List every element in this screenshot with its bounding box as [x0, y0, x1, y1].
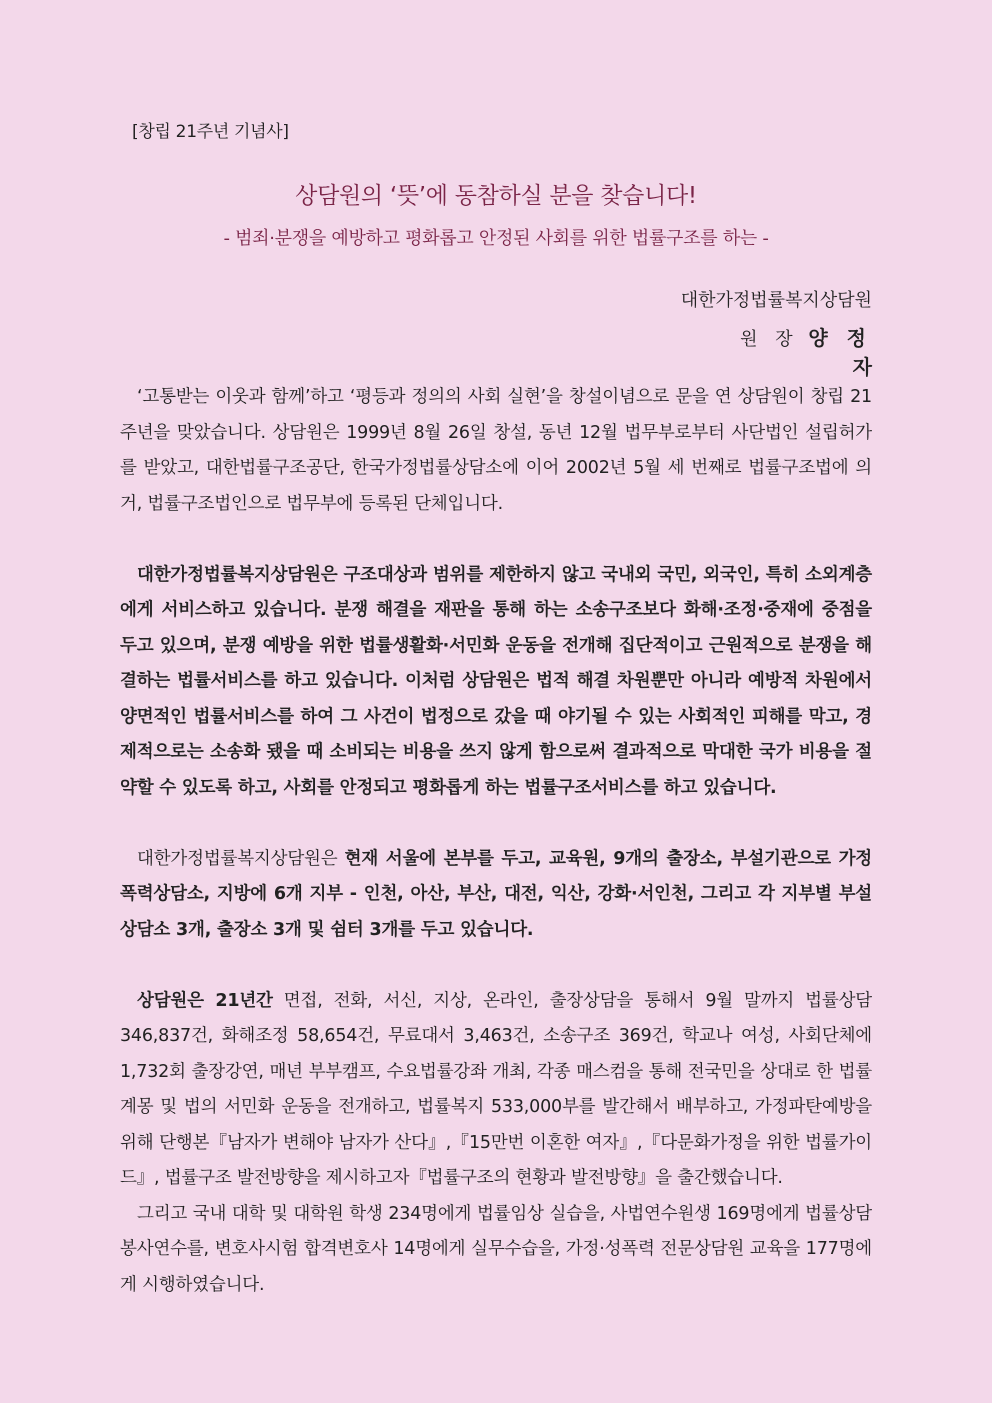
paragraph-3-bold: 현재 서울에 본부를 두고, 교육원, 9개의 출장소, 부설기관으로 가정폭력상담소, 지방에 6개 지부 - 인천, 아산, 부산, 대전, 익산, 강화·서인천, 그리고 각 지부별 부설 상담소 3개, 출장소 3개 및 쉼터 3개를 두고 있습니다.: [120, 848, 873, 940]
header-tag: [창립 21주년 기념사]: [132, 122, 289, 142]
paragraph-2: 대한가정법률복지상담원은 구조대상과 범위를 제한하지 않고 국내외 국민, 외국인, 특히 소외계층에게 서비스하고 있습니다. 분쟁 해결을 재판을 통해 하는 소송구조보다 화해·조정·중재에 중점을 두고 있으며, 분쟁 예방을 위한 법률생활화·서민화 운동을 전개해 집단적이고 근원적으로 분쟁을 해결하는 법률서비스를 하고 있습니다. 이처럼 상담원은 법적 해결 차원뿐만 아니라 예방적 차원에서 양면적인 법률서비스를 하여 그 사건이 법정으로 갔을 때 야기될 수 있는 사회적인 피해를 막고, 경제적으로는 소송화 됐을 때 소비되는 비용을 쓰지 않게 함으로써 결과적으로 막대한 국가 비용을 절약할 수 있도록 하고, 사회를 안정되고 평화롭게 하는 법률구조서비스를 하고 있습니다.: [120, 564, 872, 798]
paragraph-4-bold: 상담원은 21년간: [137, 990, 273, 1011]
page-subtitle: - 범죄·분쟁을 예방하고 평화롭고 안정된 사회를 위한 법률구조를 하는 -: [223, 228, 769, 249]
signature-role: 원 장: [740, 329, 799, 350]
signature-director: [708, 322, 878, 380]
signature-organization: 대한가정법률복지상담원: [680, 290, 872, 311]
paragraph-3-start: 대한가정법률복지상담원은: [137, 848, 345, 869]
signature-name: 양 정 자: [808, 326, 878, 379]
paragraph-1: ‘고통받는 이웃과 함께’하고 ‘평등과 정의의 사회 실현’을 창설이념으로 문을 연 상담원이 창립 21주년을 맞았습니다. 상담원은 1999년 8월 26일 창설, 동년 12월 법무부로부터 사단법인 설립허가를 받았고, 대한법률구조공단, 한국가정법률상담소에 이어 2002년 5월 세 번째로 법률구조법에 의거, 법률구조법인으로 법무부에 등록된 단체입니다.: [120, 387, 872, 514]
paragraph-3: [120, 842, 872, 949]
page-title: 상담원의 ‘뜻’에 동참하실 분을 찾습니다!: [295, 183, 697, 209]
paragraph-4-rest: 면접, 전화, 서신, 지상, 온라인, 출장상담을 통해서 9월 말까지 법률상담 346,837건, 화해조정 58,654건, 무료대서 3,463건, 소송구조 369건, 학교나 여성, 사회단체에 1,732회 출장강연, 매년 부부캠프, 수요법률강좌 개최, 각종 매스컴을 통해 전국민을 상대로 한 법률계몽 및 법의 서민화 운동을 전개하고, 법률복지 533,000부를 발간해서 배부하고, 가정파탄예방을 위해 단행본『남자가 변해야 남자가 산다』,『15만번 이혼한 여자』,『다문화가정을 위한 법률가이드』, 법률구조 발전방향을 제시하고자『법률구조의 현황과 발전방향』을 출간했습니다.: [120, 990, 872, 1188]
paragraph-4: [120, 984, 872, 1197]
paragraph-5: 그리고 국내 대학 및 대학원 학생 234명에게 법률임상 실습을, 사법연수원생 169명에게 법률상담 봉사연수를, 변호사시험 합격변호사 14명에게 실무수습을, 가정·성폭력 전문상담원 교육을 177명에게 시행하였습니다.: [120, 1203, 872, 1295]
body-text: [120, 380, 872, 1303]
